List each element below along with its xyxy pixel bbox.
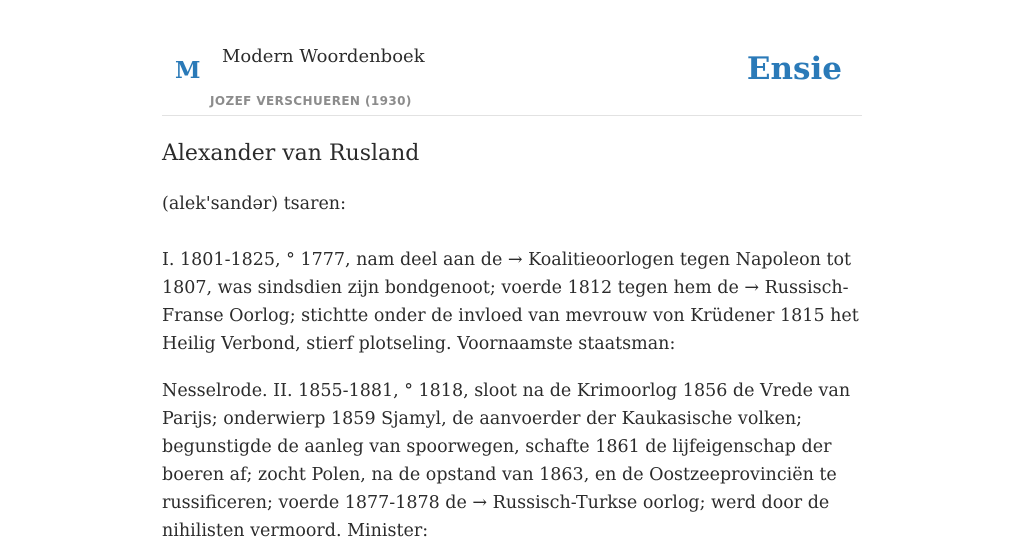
paragraph-1 — [162, 246, 862, 358]
paragraph-1-text-1: I. 1801-1825, ° 1777, nam deel aan de — [162, 250, 508, 270]
xref-russisch-turkse-oorlog-link[interactable] — [472, 493, 699, 513]
paragraph-2-text-2: ; werd door de nihilisten vermoord. Minister: — [162, 493, 830, 541]
book-author[interactable]: JOZEF VERSCHUEREN (1930) — [210, 94, 412, 108]
arrow-right-icon: → — [472, 493, 488, 513]
entry-title: Alexander van Rusland — [162, 141, 420, 166]
arrow-right-icon: → — [744, 278, 760, 298]
book-logo-icon[interactable]: M — [175, 57, 201, 84]
pronunciation: (alek'sandər) tsaren: — [162, 194, 346, 214]
paragraph-2 — [162, 377, 862, 545]
xref-label: Russisch-Turkse oorlog — [487, 493, 700, 513]
entry-body — [162, 190, 862, 545]
book-title[interactable]: Modern Woordenboek — [222, 46, 425, 67]
header — [162, 0, 862, 116]
page — [162, 0, 862, 545]
xref-label: Koalitieoorlogen — [522, 250, 675, 270]
paragraph-1-text-2: tegen Napoleon tot 1807, was sindsdien zijn bondgenoot; voerde 1812 tegen hem de — [162, 250, 852, 298]
paragraph-1-text-3: ; stichtte onder de invloed van mevrouw von Krüdener 1815 het Heilig Verbond, stierf plotseling. Voornaamste staatsman: — [162, 306, 859, 354]
xref-koalitieoorlogen-link[interactable] — [508, 250, 674, 270]
brand-logo[interactable]: Ensie — [746, 51, 842, 87]
paragraph-2-text-1: Nesselrode. II. 1855-1881, ° 1818, sloot na de Krimoorlog 1856 de Vrede van Parijs; onderwierp 1859 Sjamyl, de aanvoerder der Kaukasische volken; begunstigde de aanleg van spoorwegen, schafte 1861 de lijfeigenschap der boeren af; zocht Polen, na de opstand van 1863, en de Oostzeeprovinciën te russificeren; voerde 1877-1878 de — [162, 381, 851, 513]
arrow-right-icon: → — [507, 250, 523, 270]
xref-label: Russisch-Franse Oorlog — [162, 278, 849, 326]
